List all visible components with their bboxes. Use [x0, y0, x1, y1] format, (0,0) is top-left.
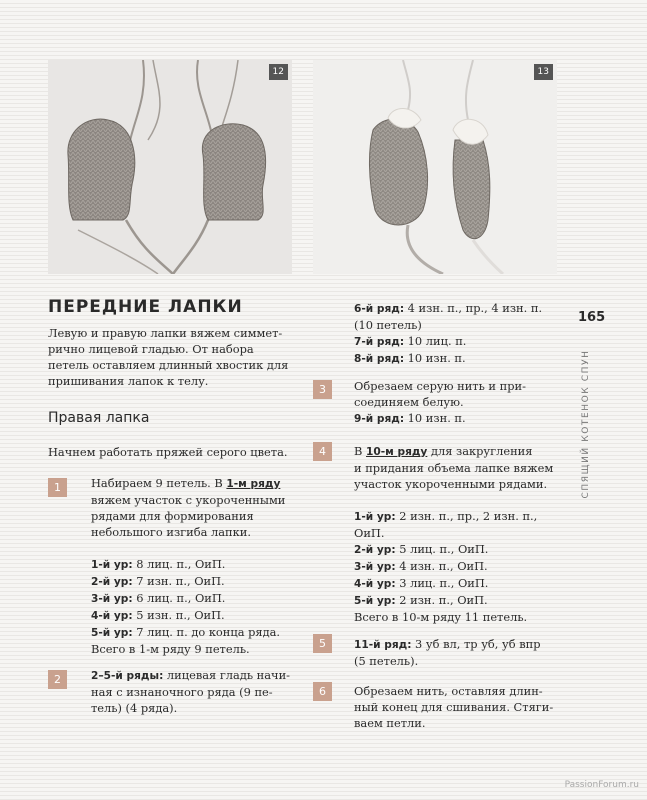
step-6-text [354, 683, 553, 731]
step-number-3: 3 [313, 380, 332, 399]
subsection-title: Правая лапка [48, 410, 150, 426]
step-6-line: Обрезаем нить, оставляя длин- [354, 684, 543, 698]
row-text: 3 уб вл, тр уб, уб впр [411, 637, 541, 651]
step-1-text [91, 475, 285, 657]
emphasis-row: 10-м ряду [366, 446, 428, 458]
row-text: 2 изн. п., ОиП. [395, 593, 488, 607]
short-row [91, 607, 285, 624]
intro-line: рично лицевой гладью. От набора [48, 342, 254, 356]
row-text: (5 петель). [354, 654, 419, 668]
row-label: 5-й ур: [354, 595, 396, 607]
step-3-line: Обрезаем серую нить и при- [354, 379, 526, 393]
start-line: Начнем работать пряжей серого цвета. [48, 445, 288, 459]
row-text: (10 петель) [354, 318, 422, 332]
photo-number-13: 13 [534, 64, 553, 80]
step-2-text [91, 667, 290, 716]
step-4-line: для закругления [427, 444, 533, 458]
short-row [91, 573, 285, 590]
short-row [354, 575, 553, 592]
step-number-1: 1 [48, 478, 67, 497]
row-label: 2–5-й ряды: [91, 670, 164, 682]
row-label: 4-й ур: [354, 578, 396, 590]
section-title: ПЕРЕДНИЕ ЛАПКИ [48, 297, 243, 317]
row-label: 1-й ур: [354, 511, 396, 523]
step-1-total: Всего в 1-м ряду 9 петель. [91, 642, 250, 656]
short-row [354, 508, 553, 525]
step-4-total: Всего в 10-м ряду 11 петель. [354, 610, 528, 624]
step-1-line: вяжем участок с укороченными [91, 493, 286, 507]
row-label: 2-й ур: [354, 544, 396, 556]
photo-knitted-paws-grey [48, 60, 292, 274]
row-text: 7 изн. п., ОиП. [132, 574, 225, 588]
step-2-line: ная с изнаночного ряда (9 пе- [91, 685, 273, 699]
row-text: 10 изн. п. [404, 351, 466, 365]
running-title [574, 344, 598, 504]
row-label: 3-й ур: [91, 593, 133, 605]
row-label: 11-й ряд: [354, 639, 412, 651]
page-number: 165 [578, 310, 606, 325]
row-text: 4 изн. п., пр., 4 изн. п. [404, 301, 543, 315]
row-text: 10 лиц. п. [404, 334, 467, 348]
running-title-text: СПЯЩИЙ КОТЕНОК СПУН [581, 349, 591, 499]
photo-number-12: 12 [269, 64, 288, 80]
step-number-5: 5 [313, 634, 332, 653]
step-4-text [354, 443, 553, 625]
row-text: 4 изн. п., ОиП. [395, 559, 488, 573]
row-label: 8-й ряд: [354, 353, 405, 365]
row-label: 9-й ряд: [354, 413, 405, 425]
row-label: 7-й ряд: [354, 336, 405, 348]
step-1-line: рядами для формирования [91, 509, 254, 523]
step-4-line: и придания объема лапке вяжем [354, 461, 554, 475]
short-row [354, 592, 553, 609]
short-row [91, 624, 285, 641]
step-6-line: ваем петли. [354, 716, 426, 730]
row-text: 8 лиц. п., ОиП. [132, 557, 226, 571]
step-1-line: небольшого изгиба лапки. [91, 525, 251, 539]
short-row [354, 541, 553, 558]
row-label: 4-й ур: [91, 610, 133, 622]
row-text: 10 изн. п. [404, 411, 466, 425]
row-text: 6 лиц. п., ОиП. [132, 591, 226, 605]
intro-line: пришивания лапок к телу. [48, 374, 209, 388]
row-text: 2 изн. п., пр., 2 изн. п., [395, 509, 538, 523]
row-text: ОиП. [354, 526, 385, 540]
short-row [91, 556, 285, 573]
step-number-2: 2 [48, 670, 67, 689]
photo-grey-paws-illustration [48, 60, 292, 274]
intro-line: петель оставляем длинный хвостик для [48, 358, 289, 372]
step-2-line: тель) (4 ряда). [91, 701, 178, 715]
step-1-line: Набираем 9 петель. В [91, 476, 227, 490]
row-label: 2-й ур: [91, 576, 133, 588]
step-number-4: 4 [313, 442, 332, 461]
step-5-text [354, 636, 541, 669]
step-4-line: В [354, 444, 366, 458]
row-text: 5 изн. п., ОиП. [132, 608, 225, 622]
row-label: 1-й ур: [91, 559, 133, 571]
short-row [354, 558, 553, 575]
intro-paragraph [48, 325, 288, 389]
row-text: 3 лиц. п., ОиП. [395, 576, 489, 590]
step-2-line: лицевая гладь начи- [163, 668, 291, 682]
row-label: 5-й ур: [91, 627, 133, 639]
emphasis-row: 1-м ряду [226, 478, 281, 490]
row-text: 5 лиц. п., ОиП. [395, 542, 489, 556]
short-row [91, 590, 285, 607]
photo-white-tip-paws-illustration [313, 60, 557, 274]
intro-line: Левую и правую лапки вяжем симмет- [48, 326, 283, 340]
rows-6-8 [354, 300, 542, 367]
watermark: PassionForum.ru [564, 780, 639, 790]
step-number-6: 6 [313, 682, 332, 701]
step-3-line: соединяем белую. [354, 395, 464, 409]
row-label: 6-й ряд: [354, 303, 405, 315]
row-label: 3-й ур: [354, 561, 396, 573]
step-4-line: участок укороченными рядами. [354, 477, 548, 491]
photo-knitted-paws-white-tips [313, 60, 557, 274]
step-6-line: ный конец для сшивания. Стяги- [354, 700, 554, 714]
step-3-text [354, 378, 526, 427]
row-text: 7 лиц. п. до конца ряда. [132, 625, 281, 639]
